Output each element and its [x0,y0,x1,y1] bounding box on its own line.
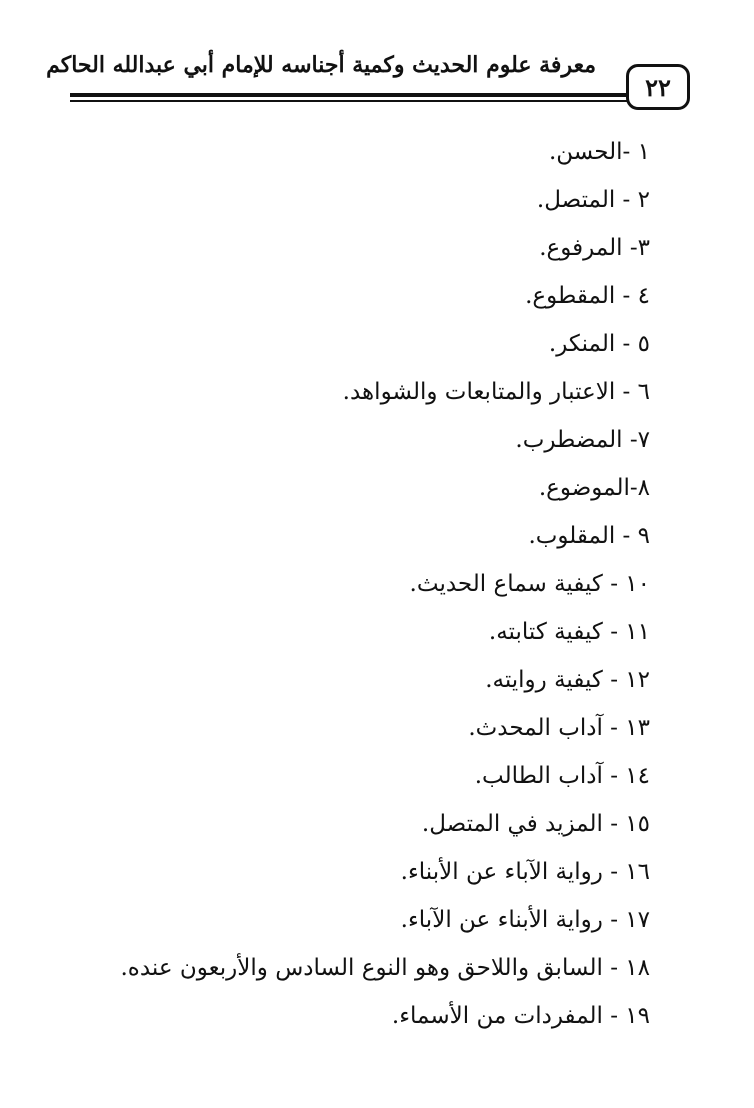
list-item: ١٣ - آداب المحدث. [468,715,650,741]
list-item: ١٤ - آداب الطالب. [474,763,650,789]
list-item: ٥ - المنكر. [548,331,650,357]
list-item: ٢ - المتصل. [536,187,650,213]
list-item: ٩ - المقلوب. [528,523,650,549]
list-item: ١١ - كيفية كتابته. [488,619,650,645]
list-item: ٨-الموضوع. [538,475,650,501]
list-item: ٧- المضطرب. [515,427,650,453]
list-item: ١٥ - المزيد في المتصل. [421,811,650,837]
list-item: ١٠ - كيفية سماع الحديث. [409,571,650,597]
list-item: ١٦ - رواية الآباء عن الأبناء. [400,859,650,885]
list-item: ١٧ - رواية الأبناء عن الآباء. [400,907,650,933]
list-item: ٦ - الاعتبار والمتابعات والشواهد. [342,379,650,405]
list-item: ٣- المرفوع. [539,235,650,261]
list-item: ١٩ - المفردات من الأسماء. [391,1003,650,1029]
list-item: ١٨ - السابق واللاحق وهو النوع السادس والأربعون عنده. [120,955,650,981]
header-rule-thick [70,93,630,97]
topics-list [90,128,650,1040]
running-title: معرفة علوم الحديث وكمية أجناسه للإمام أبي عبدالله الحاكم [46,52,596,78]
page-number: ٢٢ [626,64,690,110]
list-item: ٤ - المقطوع. [525,283,650,309]
header-rule-thin [70,100,630,102]
list-item: ١ -الحسن. [548,139,650,165]
list-item: ١٢ - كيفية روايته. [485,667,650,693]
